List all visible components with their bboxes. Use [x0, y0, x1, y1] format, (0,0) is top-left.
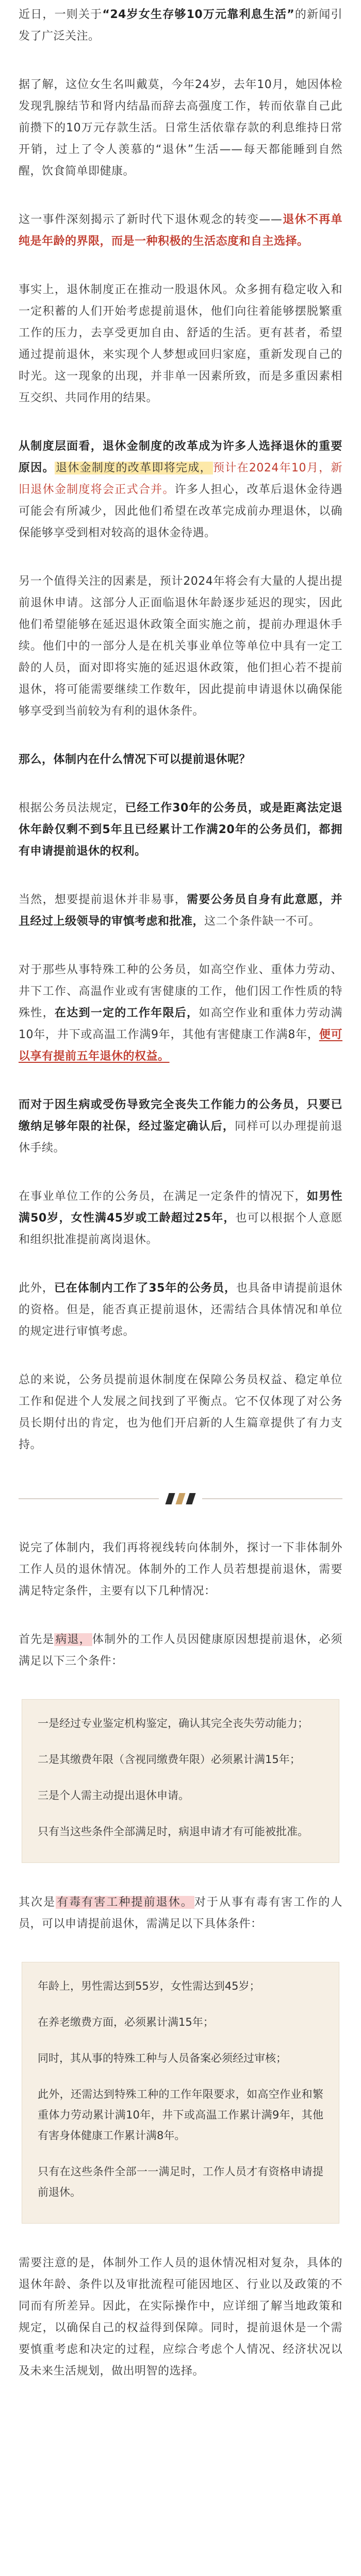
approval-lead: 当然，想要提前退休并非易事， [19, 893, 187, 906]
reform-lead: 从制度层面看，退休金制度的改革成为许多人选择退休的重要原因。 [19, 440, 342, 474]
paragraph-intro [19, 4, 342, 47]
concept-highlight: 退休不再单纯是年龄的界限，而是一种积极的生活态度和自主选择。 [19, 213, 342, 248]
thirtyfive-highlight: 已在体制内工作了35年的公务员， [54, 1282, 236, 1295]
institution-conditions: 如男性满50岁，女性满45岁或工龄超过25年， [19, 1190, 342, 1225]
special-jobs-years-lead: 在达到一定的工作年限后， [54, 1007, 199, 1020]
law-lead: 根据公务员法规定， [19, 802, 125, 815]
paragraph-institution [19, 1186, 342, 1251]
paragraph-closing: 需要注意的是，体制外工作人员的退休情况相对复杂，具体的退休年龄、条件以及审批流程可能因地区、行业以及政策的不同而有所差异。因此，在实际操作中，应详细了解当地政策和规定，以确保自己的权益得到保障。同时，提前退休是一个需要慎重考虑和决定的过程，应综合考虑个人情况、经济状况以及未来生活规划，做出明智的选择。 [19, 2257, 342, 2378]
paragraph-concept [19, 209, 342, 252]
paragraph-law [19, 798, 342, 862]
section-heading-q1 [19, 749, 342, 771]
reform-text: 许多人担心，改革后退休金待遇可能会有所减少，因此他们希望在改革完成前办理退休，以确保能够享受到相对较高的退休金待遇。 [19, 483, 342, 539]
list-item: 此外，还需达到特殊工种的工作年限要求，如高空作业和繁重体力劳动累计满10年，井下或高温工作累计满9年，其他有害身体健康工作累计满8年。 [38, 2088, 323, 2142]
list-item: 只有在这些条件全部一一满足时，工作人员才有资格申请提前退休。 [38, 2165, 323, 2198]
paragraph-illness [19, 1629, 342, 1672]
concept-text: 这一事件深刻揭示了新时代下退休观念的转变—— [19, 213, 283, 226]
thirtyfive-lead: 此外， [19, 1282, 54, 1295]
news-headline-quote: “24岁女生存够10万元靠利息生活” [102, 8, 295, 21]
special-jobs-right: 便可以享有提前五年退休的权益。 [19, 1028, 342, 1063]
special-jobs-lead: 对于那些从事特殊工种的公务员，如高空作业、重体力劳动、井下工作、高温作业或有害健康的工作，他们因工作性质的特殊性， [19, 963, 342, 1020]
illness-conditions-box [22, 1699, 339, 1863]
paragraph-injury [19, 1094, 342, 1159]
paragraph-hazard [19, 1892, 342, 1935]
approval-conditions: 需要公务员自身有此意愿，并且经过上级领导的审慎考虑和批准， [19, 893, 342, 928]
reform-date: 预计在2024年10月，新旧退休金制度将会正式合并。 [19, 462, 342, 496]
ornament-bar-gold [175, 1493, 185, 1504]
hazard-text: 对于从事有毒有害工作的人员，可以申请提前退休，需满足以下具体条件： [19, 1896, 342, 1930]
list-item: 一是经过专业鉴定机构鉴定，确认其完全丧失劳动能力； [38, 1717, 308, 1730]
illness-highlight: 病退， [55, 1633, 91, 1646]
intro-text: 近日，一则关于 [19, 8, 103, 21]
paragraph-approval [19, 889, 342, 933]
q1-heading-text: 那么，体制内在什么情况下可以提前退休呢？ [19, 753, 251, 766]
list-item: 同时，其从事的特殊工种与人员备案必须经过审核； [38, 2052, 287, 2064]
approval-end: 这二个条件缺一不可。 [204, 915, 321, 928]
list-item: 二是其缴费年限（含视同缴费年限）必须累计满15年； [38, 1753, 301, 1766]
divider-ornament [159, 1493, 202, 1504]
hazard-conditions-box [22, 1962, 339, 2224]
list-item: 年龄上，男性需达到55岁，女性需达到45岁； [38, 1980, 260, 1992]
thirtyfive-end: 也具备申请提前退休的资格。但是，能否真正提前退休，还需结合具体情况和单位的规定进行审慎考虑。 [19, 1282, 342, 1338]
hazard-lead: 其次是 [19, 1896, 56, 1909]
paragraph-35-years [19, 1278, 342, 1343]
article-body [0, 4, 361, 2382]
list-item: 三是个人需主动提出退休申请。 [38, 1789, 189, 1802]
paragraph-reform [19, 436, 342, 544]
reform-highlight: 退休金制度的改革即将完成， [55, 462, 212, 474]
paragraph-outside-intro: 说完了体制内，我们再将视线转向体制外，探讨一下非体制外工作人员的退休情况。体制外的工作人员若想提前退休，需要满足特定条件，主要有以下几种情况： [19, 1541, 342, 1598]
injury-end: 同样可以办理提前退休手续。 [19, 1120, 342, 1155]
institution-lead: 在事业单位工作的公务员，在满足一定条件的情况下， [19, 1190, 307, 1203]
institution-end: 也可以根据个人意愿和组织批准提前离岗退休。 [19, 1212, 342, 1246]
ornament-bar [186, 1493, 195, 1504]
paragraph-delay: 另一个值得关注的因素是，预计2024年将会有大量的人提出提前退休申请。这部分人正面临退休年龄逐步延迟的现实，因此他们希望能够在延迟退休政策全面实施之前，提前办理退休手续。他们中的一部分人是在机关事业单位等单位中具有一定工龄的人员，面对即将实施的延迟退休政策，他们担心若不提前退休，将可能需要继续工作数年，因此提前申请退休以确保能够享受到当前较为有利的退休条件。 [19, 575, 342, 718]
paragraph-summary: 总的来说，公务员提前退休制度在保障公务员权益、稳定单位工作和促进个人发展之间找到了平衡点。它不仅体现了对公务员长期付出的肯定，也为他们开启新的人生篇章提供了有力支持。 [19, 1374, 342, 1451]
illness-lead: 首先是 [19, 1633, 55, 1646]
paragraph-story: 据了解，这位女生名叫戴莫，今年24岁，去年10月，她因体检发现乳腺结节和肾内结晶而辞去高强度工作，转而依靠自己此前攒下的10万元存款生活。日常生活依靠存款的利息维持日常开销，过上了令人羡慕的“退休”生活——每天都能睡到自然醒，饮食简单即健康。 [19, 78, 342, 178]
illness-text: 体制外的工作人员因健康原因想提前退休，必须满足以下三个条件： [19, 1633, 342, 1668]
injury-lead: 而对于因生病或受伤导致完全丧失工作能力的公务员，只要已缴纳足够年限的社保，经过鉴定确认后， [19, 1098, 342, 1133]
list-item: 在养老缴费方面，必须累计满15年； [38, 2016, 214, 2028]
law-conditions: 已经工作30年的公务员，或是距离法定退休年龄仅剩不到5年且已经累计工作满20年的公务员们，都拥有申请提前退休的权利。 [19, 802, 342, 858]
paragraph-special-jobs [19, 959, 342, 1067]
special-jobs-years: 如高空作业和重体力劳动满10年，井下或高温工作满9年，其他有害健康工作满8年， [19, 1007, 342, 1041]
paragraph-trend: 事实上，退休制度正在推动一股退休风。众多拥有稳定收入和一定积蓄的人们开始考虑提前退休，他们向往着能够摆脱繁重工作的压力，去享受更加自由、舒适的生活。更有甚者，希望通过提前退休，来实现个人梦想或回归家庭，重新发现自己的时光。这一现象的出现，并非单一因素所致，而是多重因素相互交织、共同作用的结果。 [19, 283, 342, 404]
hazard-highlight: 有毒有害工种提前退休。 [57, 1896, 193, 1909]
section-divider [19, 1487, 342, 1511]
ornament-bar [165, 1493, 175, 1504]
intro-text-end: 的新闻引发了广泛关注。 [19, 8, 342, 43]
list-item: 只有当这些条件全部满足时，病退申请才有可能被批准。 [38, 1825, 308, 1838]
